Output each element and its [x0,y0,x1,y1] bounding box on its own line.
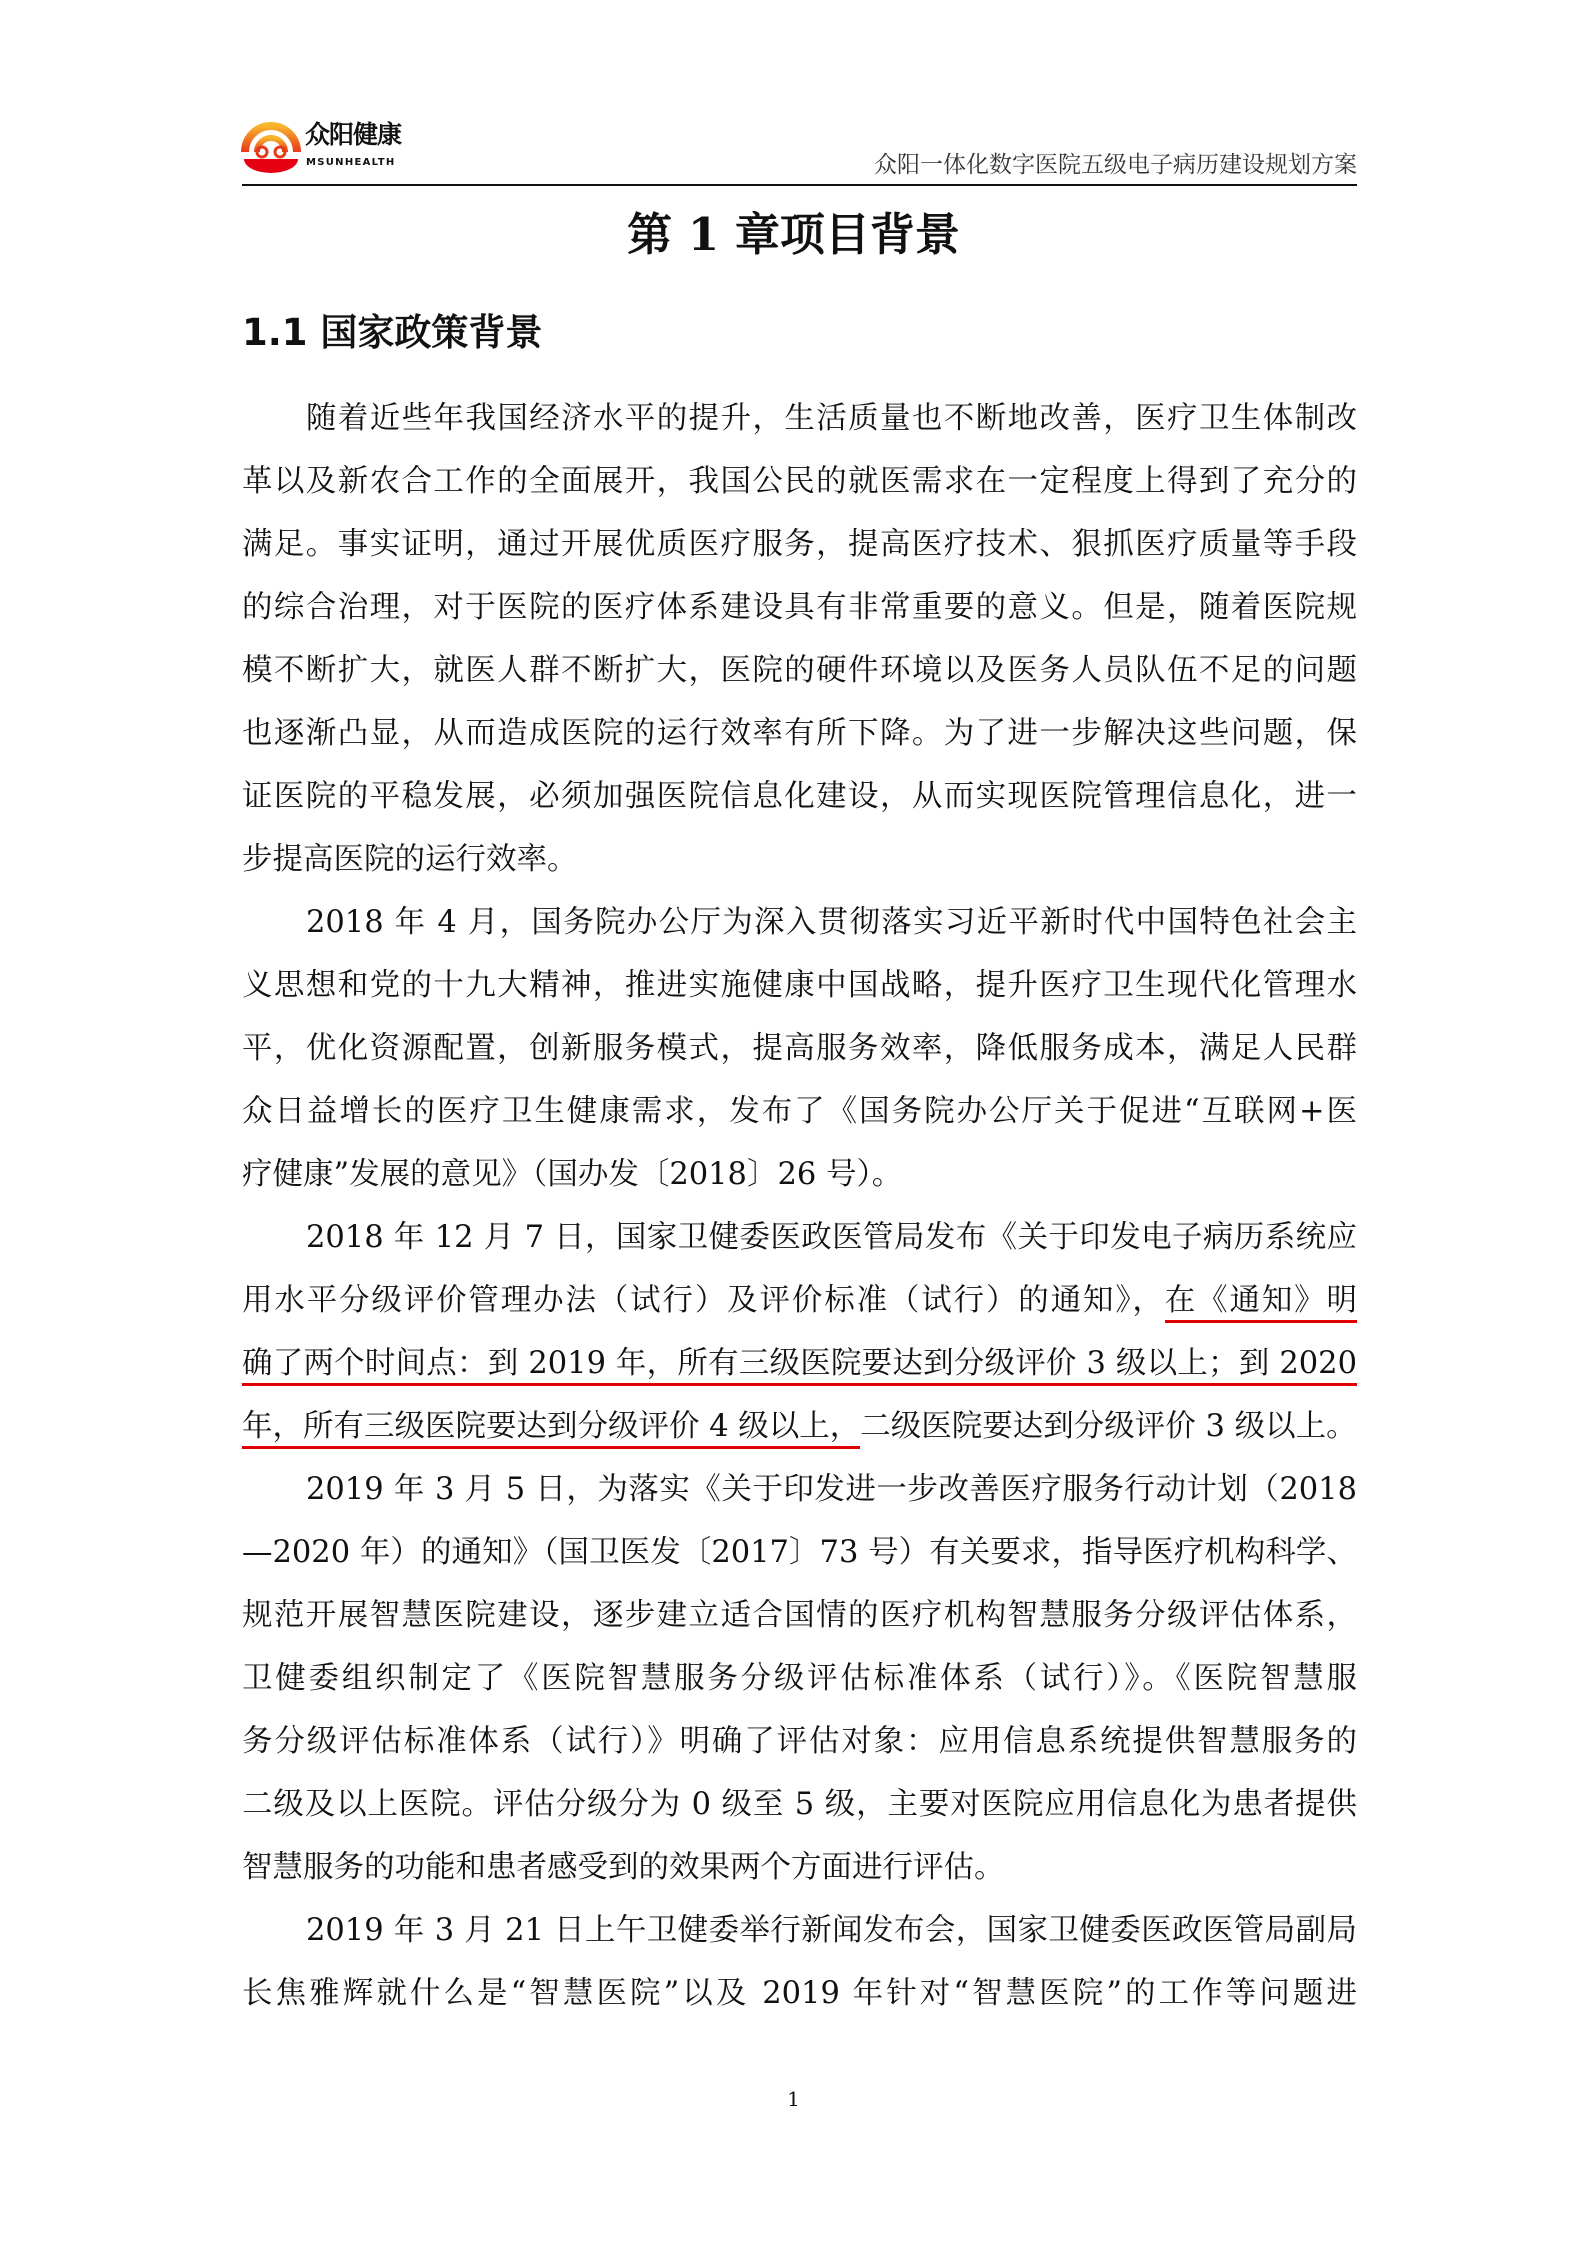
header-divider [242,184,1357,186]
text-segment: 2019 年 3 月 21 日上午卫健委举行新闻发布会，国家卫健委医政医管局副局 [306,1913,1357,1948]
text-line [242,1269,1357,1332]
text-line [242,1899,1357,1962]
underlined-text: 在《通知》明 [1165,1283,1357,1323]
text-segment: 长焦雅辉就什么是“智慧医院”以及 2019 年针对“智慧医院”的工作等问题进 [242,1976,1357,2011]
text-line [242,1962,1357,2025]
underlined-text: 确了两个时间点：到 2019 年，所有三级医院要达到分级评价 3 级以上；到 2020 [242,1346,1357,1386]
document-header-title: 众阳一体化数字医院五级电子病历建设规划方案 [874,152,1357,178]
text-line [242,828,1357,891]
text-segment: 的综合治理，对于医院的医疗体系建设具有非常重要的意义。但是，随着医院规 [242,590,1357,625]
text-segment: 步提高医院的运行效率。 [242,842,578,877]
text-segment: —2020 年）的通知》（国卫医发〔2017〕73 号）有关要求，指导医疗机构科学、 [242,1535,1357,1570]
text-segment: 平，优化资源配置，创新服务模式，提高服务效率，降低服务成本，满足人民群 [242,1031,1357,1066]
text-line [242,1017,1357,1080]
text-line [242,639,1357,702]
text-line [242,1332,1357,1395]
text-segment: 疗健康”发展的意见》（国办发〔2018〕26 号）。 [242,1157,903,1192]
text-segment: 证医院的平稳发展，必须加强医院信息化建设，从而实现医院管理信息化，进一 [242,779,1357,814]
text-line [242,1080,1357,1143]
logo-icon [240,114,302,174]
section-title: 1.1 国家政策背景 [242,311,543,354]
text-line [242,954,1357,1017]
text-line [242,702,1357,765]
text-segment: 2019 年 3 月 5 日，为落实《关于印发进一步改善医疗服务行动计划（2018 [306,1472,1357,1507]
page-number: 1 [787,2087,800,2111]
text-line [242,1143,1357,1206]
text-segment: 随着近些年我国经济水平的提升，生活质量也不断地改善，医疗卫生体制改 [306,401,1357,436]
text-segment: 满足。事实证明，通过开展优质医疗服务，提高医疗技术、狠抓医疗质量等手段 [242,527,1357,562]
text-segment: 革以及新农合工作的全面展开，我国公民的就医需求在一定程度上得到了充分的 [242,464,1357,499]
paragraph [242,387,1357,891]
text-line [242,450,1357,513]
text-segment: 规范开展智慧医院建设，逐步建立适合国情的医疗机构智慧服务分级评估体系， [242,1598,1357,1633]
text-line [242,1395,1357,1458]
text-segment: 用水平分级评价管理办法（试行）及评价标准（试行）的通知》， [242,1283,1165,1318]
text-segment: 义思想和党的十九大精神，推进实施健康中国战略，提升医疗卫生现代化管理水 [242,968,1357,1003]
paragraph [242,1206,1357,1458]
text-line [242,513,1357,576]
text-segment: 二级及以上医院。评估分级分为 0 级至 5 级，主要对医院应用信息化为患者提供 [242,1787,1357,1822]
text-line [242,387,1357,450]
text-segment: 智慧服务的功能和患者感受到的效果两个方面进行评估。 [242,1850,1005,1885]
paragraph [242,891,1357,1206]
text-line [242,891,1357,954]
text-line [242,1206,1357,1269]
body-text [242,387,1357,2025]
underlined-text: 年，所有三级医院要达到分级评价 4 级以上， [242,1409,860,1449]
logo-subtext: MSUNHEALTH [306,157,396,168]
text-segment: 众日益增长的医疗卫生健康需求，发布了《国务院办公厅关于促进“互联网+医 [242,1094,1357,1129]
text-segment: 二级医院要达到分级评价 3 级以上。 [860,1409,1357,1444]
text-segment: 务分级评估标准体系（试行）》明确了评估对象：应用信息系统提供智慧服务的 [242,1724,1357,1759]
text-line [242,1710,1357,1773]
text-segment: 2018 年 12 月 7 日，国家卫健委医政医管局发布《关于印发电子病历系统应 [306,1220,1357,1255]
text-line [242,1458,1357,1521]
text-line [242,1647,1357,1710]
text-line [242,1521,1357,1584]
text-line [242,1773,1357,1836]
text-line [242,1584,1357,1647]
text-line [242,765,1357,828]
text-segment: 也逐渐凸显，从而造成医院的运行效率有所下降。为了进一步解决这些问题，保 [242,716,1357,751]
text-line [242,576,1357,639]
text-line [242,1836,1357,1899]
chapter-title: 第 1 章项目背景 [627,208,960,261]
paragraph [242,1458,1357,1899]
logo-text: 众阳健康 [305,120,402,149]
text-segment: 模不断扩大，就医人群不断扩大，医院的硬件环境以及医务人员队伍不足的问题 [242,653,1357,688]
text-segment: 卫健委组织制定了《医院智慧服务分级评估标准体系（试行）》。《医院智慧服 [242,1661,1357,1696]
text-segment: 2018 年 4 月，国务院办公厅为深入贯彻落实习近平新时代中国特色社会主 [306,905,1357,940]
paragraph [242,1899,1357,2025]
